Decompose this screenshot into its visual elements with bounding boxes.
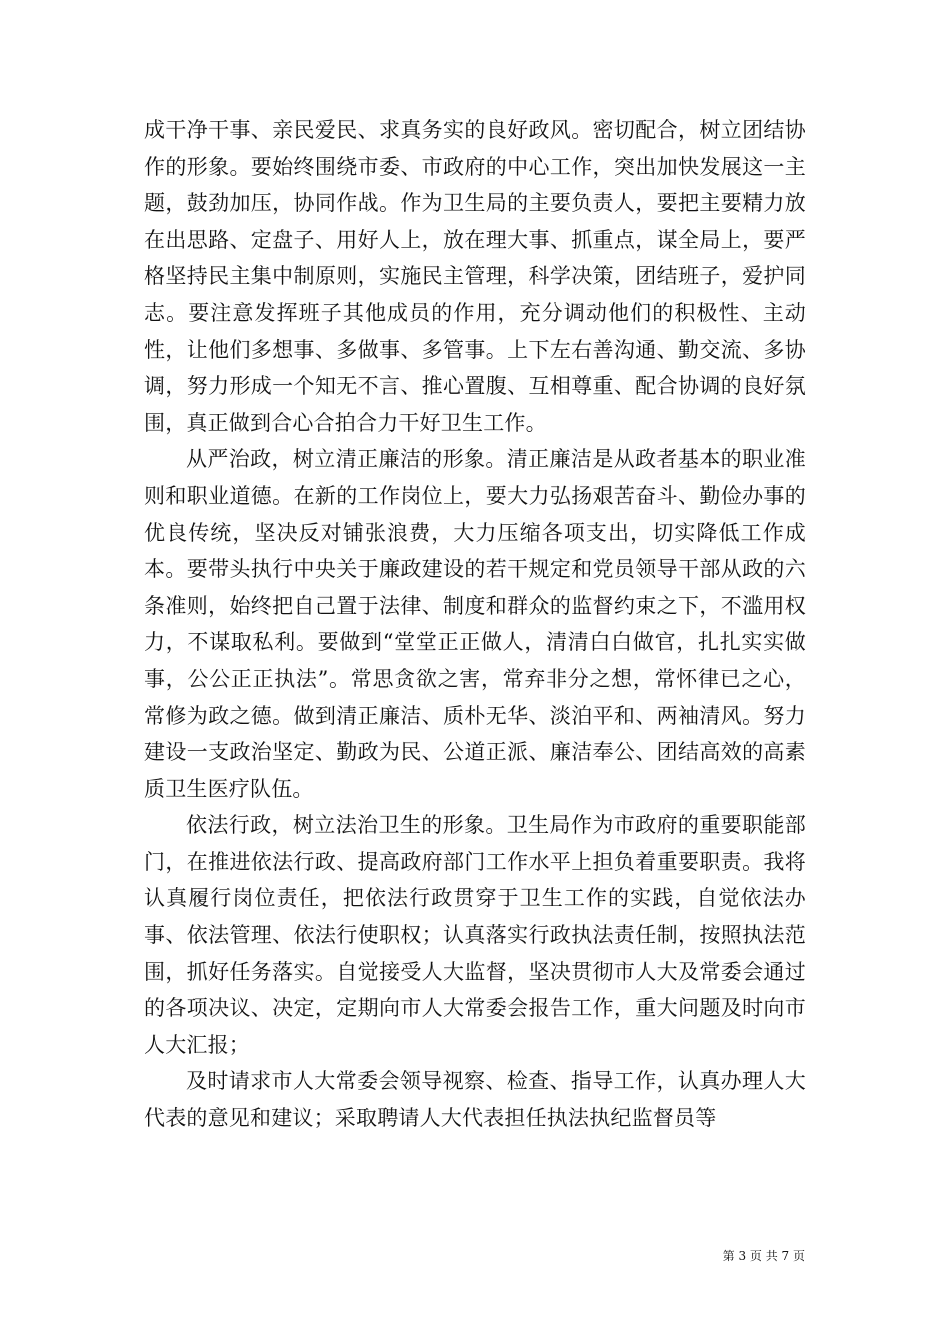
paragraph-unity: 成干净干事、亲民爱民、求真务实的良好政风。密切配合，树立团结协作的形象。要始终围绕市委、市政府的中心工作，突出加快发展这一主题，鼓劲加压，协同作战。作为卫生局的主要负责人，要把主要精力放在出思路、定盘子、用好人上，放在理大事、抓重点，谋全局上，要严格坚持民主集中制原则，实施民主管理，科学决策，团结班子，爱护同志。要注意发挥班子其他成员的作用，充分调动他们的积极性、主动性，让他们多想事、多做事、多管事。上下左右善沟通、勤交流、多协调，努力形成一个知无不言、推心置腹、互相尊重、配合协调的良好氛围，真正做到合心合拍合力干好卫生工作。 xyxy=(144,118,806,435)
page-number: 第 3 页 共 7 页 xyxy=(722,1249,805,1263)
paragraph-supervision: 及时请求市人大常委会领导视察、检查、指导工作，认真办理人大代表的意见和建议；采取聘请人大代表担任执法执纪监督员等 xyxy=(144,1069,806,1131)
paragraph-rule-of-law: 依法行政，树立法治卫生的形象。卫生局作为市政府的重要职能部门，在推进依法行政、提高政府部门工作水平上担负着重要职责。我将认真履行岗位责任，把依法行政贯穿于卫生工作的实践，自觉依法办事、依法管理、依法行使职权；认真落实行政执法责任制，按照执法范围，抓好任务落实。自觉接受人大监督，坚决贯彻市人大及常委会通过的各项决议、决定，定期向市人大常委会报告工作，重大问题及时向市人大汇报； xyxy=(144,813,806,1057)
document-body xyxy=(144,112,806,1137)
paragraph-integrity: 从严治政，树立清正廉洁的形象。清正廉洁是从政者基本的职业准则和职业道德。在新的工作岗位上，要大力弘扬艰苦奋斗、勤俭办事的优良传统，坚决反对铺张浪费，大力压缩各项支出，切实降低工作成本。要带头执行中央关于廉政建设的若干规定和党员领导干部从政的六条准则，始终把自己置于法律、制度和群众的监督约束之下，不滥用权力，不谋取私利。要做到“堂堂正正做人，清清白白做官，扎扎实实做事，公公正正执法”。常思贪欲之害，常弃非分之想，常怀律已之心，常修为政之德。做到清正廉洁、质朴无华、淡泊平和、两袖清风。努力建设一支政治坚定、勤政为民、公道正派、廉洁奉公、团结高效的高素质卫生医疗队伍。 xyxy=(144,447,806,801)
